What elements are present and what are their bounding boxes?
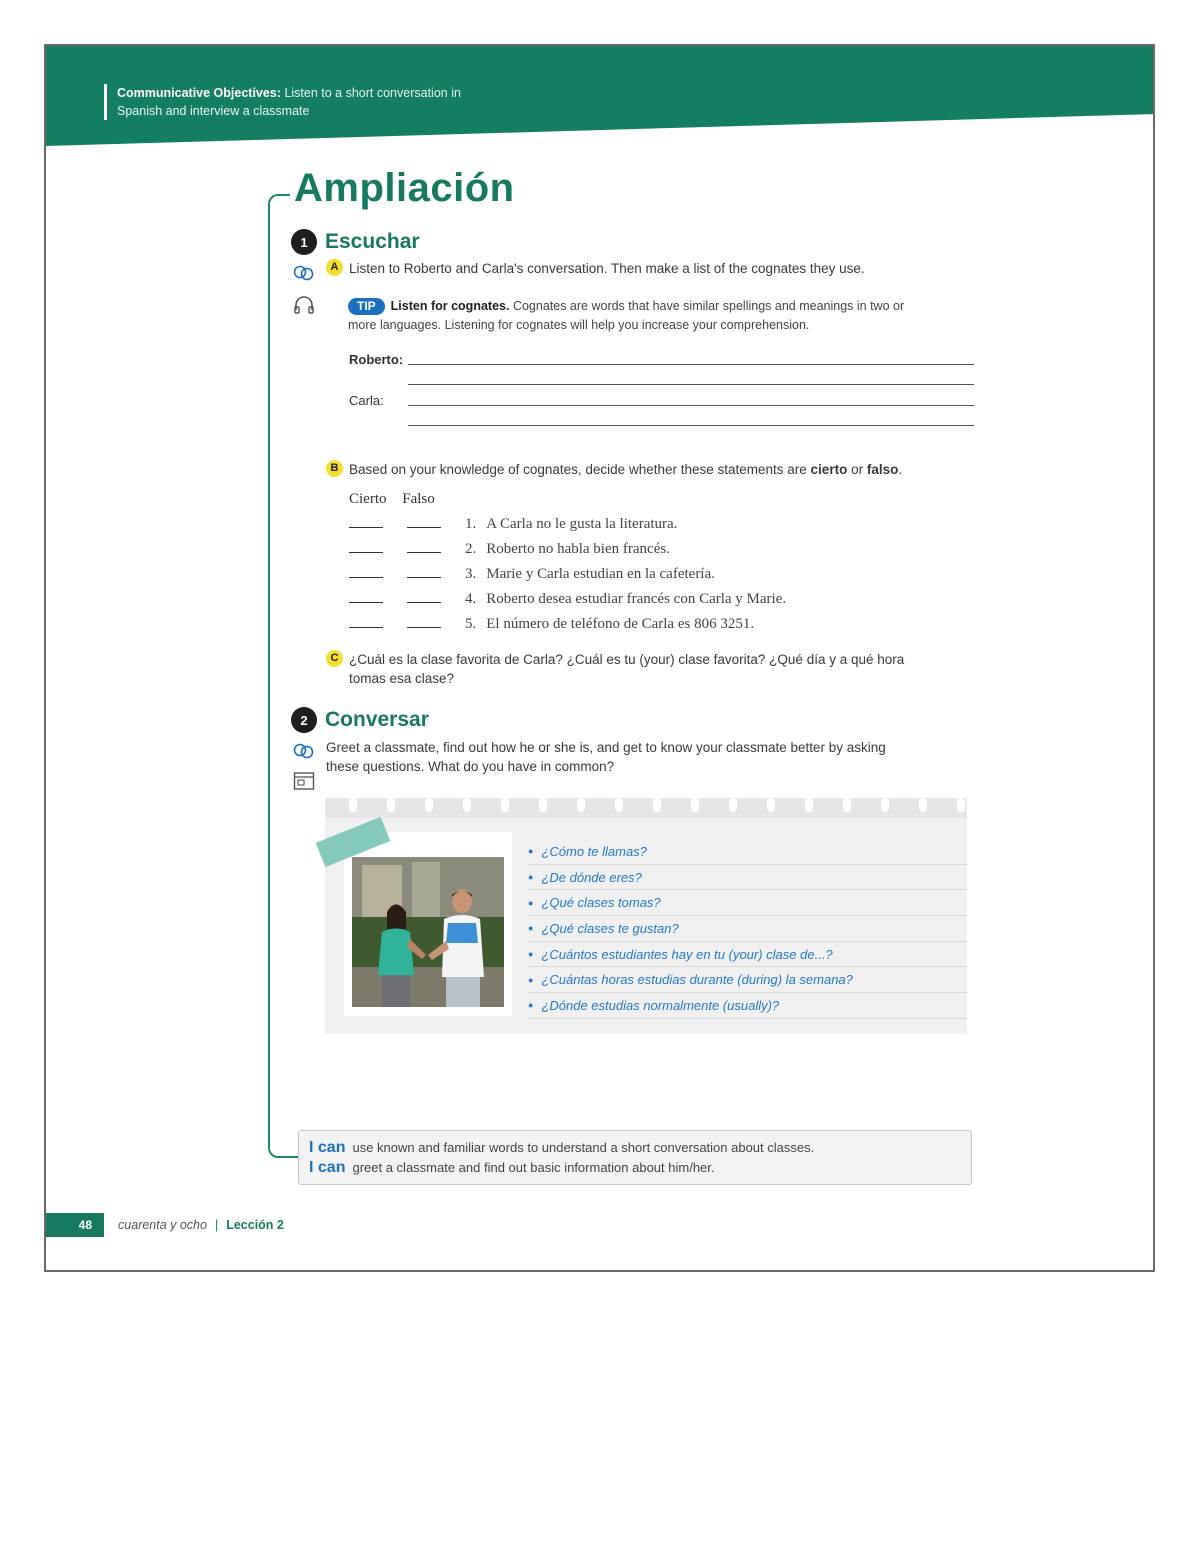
falso-blank[interactable] (407, 516, 441, 528)
conversar-line-2: these questions. What do you have in common? (326, 759, 615, 774)
activity-a (326, 259, 865, 278)
section-escuchar-heading (291, 229, 420, 255)
bullet-icon: ● (528, 923, 534, 934)
tip-text: Cognates are words that have similar spellings and meanings in two or more languages. Listening for cognates will help you increase your comprehension. (348, 299, 905, 332)
i-can-text: use known and familiar words to understand a short conversation about classes. (352, 1140, 815, 1155)
cierto-blank[interactable] (349, 591, 383, 603)
section-title: Escuchar (325, 230, 420, 253)
list-item (528, 916, 968, 942)
statement-number: 2. (465, 541, 477, 557)
question-text: ¿Cómo te llamas? (541, 843, 647, 859)
carla-answer-line-1[interactable] (408, 405, 974, 406)
question-list (528, 839, 968, 1019)
communicative-objectives (104, 84, 477, 120)
list-item (528, 942, 968, 968)
statement-number: 4. (465, 591, 477, 607)
list-item (528, 993, 968, 1019)
section-number: 2 (291, 707, 317, 733)
footer-separator: | (214, 1218, 219, 1232)
falso-blank[interactable] (407, 541, 441, 553)
section-frame (268, 194, 306, 1158)
statement-item (349, 616, 754, 633)
question-text: ¿Cuántas horas estudias durante (during) la semana? (541, 972, 853, 988)
tip-box (348, 297, 918, 335)
tip-pill: TIP (348, 298, 385, 315)
students-handshake-photo (352, 857, 504, 1007)
activity-a-badge: A (326, 259, 343, 276)
roberto-label: Roberto: (349, 352, 404, 367)
statement-text: A Carla no le gusta la literatura. (486, 516, 678, 532)
roberto-answer-line-2[interactable] (408, 384, 974, 385)
question-text: ¿Qué clases tomas? (541, 895, 661, 911)
section-conversar-heading (291, 707, 429, 733)
period: . (898, 462, 903, 477)
i-can-label: I can (309, 1159, 346, 1176)
statement-item (349, 566, 715, 583)
activity-a-text: Listen to Roberto and Carla's conversation. Then make a list of the cognates they use. (349, 261, 865, 276)
bullet-icon: ● (528, 1000, 534, 1011)
cierto-blank[interactable] (349, 566, 383, 578)
question-text: ¿Cuántos estudiantes hay en tu (your) clase de...? (541, 946, 833, 962)
bullet-icon: ● (528, 846, 534, 857)
statement-item (349, 591, 786, 608)
activity-c-line-1: ¿Cuál es la clase favorita de Carla? ¿Cuál es tu (your) clase favorita? ¿Qué día y a qué hora (349, 652, 905, 667)
cierto-blank[interactable] (349, 541, 383, 553)
carla-answer-line-2[interactable] (408, 425, 974, 426)
pair-work-icon (292, 742, 316, 760)
page-footer (46, 1213, 284, 1237)
activity-b-text-start: Based on your knowledge of cognates, decide whether these statements are (349, 462, 811, 477)
cierto-falso-header (349, 491, 447, 508)
photo-frame (344, 832, 512, 1016)
objectives-label: Communicative Objectives: (117, 86, 281, 100)
statement-number: 5. (465, 616, 477, 632)
i-can-statement (309, 1138, 961, 1158)
footer-text (118, 1218, 284, 1232)
activity-c-badge: C (326, 650, 343, 667)
i-can-statement (309, 1158, 961, 1178)
statement-text: El número de teléfono de Carla es 806 3251. (486, 616, 755, 632)
statement-number: 3. (465, 566, 477, 582)
bullet-icon: ● (528, 974, 534, 985)
students-handshake-illustration (352, 857, 504, 1007)
statement-text: Roberto desea estudiar francés con Carla y Marie. (486, 591, 787, 607)
list-item (528, 967, 968, 993)
carla-label: Carla: (349, 393, 384, 408)
statement-text: Marie y Carla estudian en la cafetería. (486, 566, 715, 582)
headphones-icon (293, 295, 315, 315)
statement-number: 1. (465, 516, 477, 532)
conversar-instructions (326, 738, 886, 776)
cierto-word: cierto (810, 462, 848, 477)
objectives-text: Listen to a short conversation in Spanish and interview a classmate (117, 86, 461, 118)
bullet-icon: ● (528, 872, 534, 883)
falso-blank[interactable] (407, 616, 441, 628)
tip-heading: Listen for cognates. (390, 299, 510, 313)
i-can-box (298, 1130, 972, 1185)
conversar-text (326, 738, 886, 776)
statement-text: Roberto no habla bien francés. (486, 541, 670, 557)
conversar-line-1: Greet a classmate, find out how he or she is, and get to know your classmate better by asking (326, 740, 886, 755)
roberto-answer-line-1[interactable] (408, 364, 974, 365)
activity-b-text (349, 460, 902, 479)
pair-work-icon (292, 264, 316, 282)
question-text: ¿De dónde eres? (541, 869, 642, 885)
bullet-icon: ● (528, 949, 534, 960)
list-item (528, 839, 968, 865)
or-word: or (847, 462, 867, 477)
i-can-label: I can (309, 1139, 346, 1156)
falso-blank[interactable] (407, 591, 441, 603)
activity-b (326, 460, 902, 479)
question-text: ¿Qué clases te gustan? (541, 920, 679, 936)
section-number: 1 (291, 229, 317, 255)
falso-column-header: Falso (402, 491, 435, 507)
cierto-column-header: Cierto (349, 491, 387, 507)
statement-item (349, 516, 677, 533)
page-number-words: cuarenta y ocho (118, 1218, 207, 1232)
activity-pack-icon (293, 771, 315, 791)
textbook-page (44, 44, 1155, 1272)
spiral-holes (325, 798, 967, 818)
activity-c-text (349, 650, 904, 688)
activity-c (326, 650, 904, 688)
falso-word: falso (866, 462, 899, 477)
page-title: Ampliación (290, 166, 519, 211)
page-number: 48 (46, 1213, 104, 1237)
falso-blank[interactable] (407, 566, 441, 578)
i-can-text: greet a classmate and find out basic information about him/her. (352, 1160, 715, 1175)
header-banner (46, 46, 1155, 146)
lesson-label: Lección 2 (226, 1218, 284, 1232)
question-text: ¿Dónde estudias normalmente (usually)? (541, 997, 780, 1013)
cierto-blank[interactable] (349, 516, 383, 528)
bullet-icon: ● (528, 897, 534, 908)
activity-c-line-2: tomas esa clase? (349, 671, 455, 686)
statement-item (349, 541, 670, 558)
activity-b-badge: B (326, 460, 343, 477)
list-item (528, 865, 968, 891)
cierto-blank[interactable] (349, 616, 383, 628)
list-item (528, 890, 968, 916)
section-title: Conversar (325, 708, 429, 731)
